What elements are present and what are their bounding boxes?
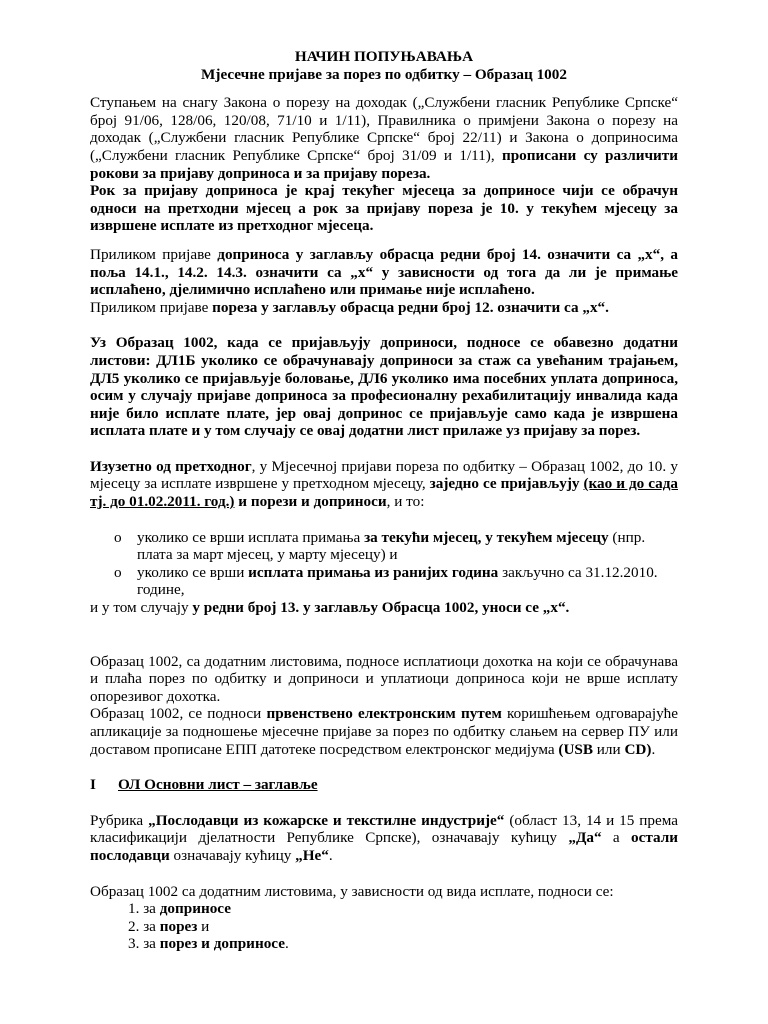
other-employers-bold: остали послодавци [90, 829, 678, 864]
exception-text: , у Мјесечној пријави пореза по одбитку – Образац 1002, до 10. у мјесецу за исплате извршене у претходном мјесецу, [90, 457, 679, 493]
paragraph-exception-tail [90, 599, 678, 617]
item-prefix: 1. за [128, 900, 160, 918]
no-bold: „Не“ [295, 846, 329, 864]
paragraph-intro [90, 94, 678, 182]
cd-bold: CD) [624, 740, 652, 758]
or-text: или [593, 740, 625, 758]
item-suffix: . [284, 935, 289, 953]
deadline-bold: Рок за пријаву доприноса је крај текућег мјесеца за доприносе чији се обрачун односи на претходни мјесец а рок за пријаву пореза је 10. у текућем мјесецу за извршене исплате из претходног мјесеца. [90, 182, 678, 235]
usb-bold: (USB [558, 740, 593, 758]
paragraph-deadlines [90, 182, 678, 235]
document-title [90, 48, 678, 83]
paragraph-additional-sheets [90, 334, 678, 440]
exception-bold: Изузетно од претходног [90, 457, 252, 475]
submission-text: Образац 1002 са додатним листовима, у зависности од вида исплате, подноси се: [90, 882, 614, 900]
list-item [128, 900, 678, 918]
exception-text-2: , и то: [386, 493, 425, 511]
sheets-bold: Уз Образац 1002, када се пријављују доприноси, подносе се обавезно додатни листови: ДЛ1Б уколико се обрачунавају доприноси за стаж са увећаним трајањем, ДЛ5 уколико се пријављује боловање, ДЛ6 уколико има посебних уплата доприноса, осим у случају пријаве доприноса за професионалну рехабилитацију инвалида када није било исплате плате, јер овај допринос се пријављује само када је извршена исплата плате и у том случају се овај додатни лист прилаже уз пријаву за порез. [90, 334, 678, 440]
section-number: I [90, 776, 96, 794]
exception-bullet-list [90, 529, 678, 599]
bullet-bold: за текући мјесец, у текућем мјесецу [364, 528, 609, 546]
bullet-text: уколико се врши [137, 563, 249, 581]
electronic-bold: првенствено електронским путем [266, 705, 502, 723]
contrib-text: Приликом пријаве [90, 245, 218, 263]
item-prefix: 2. за [128, 917, 160, 935]
bullet-marker: o [114, 563, 122, 581]
list-item [128, 918, 678, 936]
list-item [114, 528, 678, 564]
electronic-text-2: коришћењем одговарајуће апликације за подношење мјесечне пријаве за порез по одбитку слањем на сервер ПУ или доставом прописане ЕПП датотеке посредством електронског медијума [90, 705, 679, 758]
paragraph-submitters [90, 653, 678, 706]
list-item [128, 935, 678, 953]
item-bold: порез [159, 917, 198, 935]
yes-bold: „Да“ [568, 829, 602, 847]
period-text: . [651, 740, 656, 758]
employers-text: Рубрика [90, 811, 149, 829]
employers-text-4: означавају кућицу [169, 846, 296, 864]
contrib-bold: доприноса у заглављу обрасца редни број 14. означити са „х“, а поља 14.1., 14.2. 14.3. означити са „х“ у зависности од тога да ли је примање исплаћено, дјелимично исплаћено или примање није исплаћено. [90, 245, 678, 299]
document-page [90, 48, 678, 953]
employers-text-5: . [328, 846, 333, 864]
item-prefix: 3. за [128, 935, 160, 953]
title-line-2: Мјесечне пријаве за порез по одбитку – Образац 1002 [201, 65, 567, 83]
tax-bold: пореза у заглављу обрасца редни број 12. означити са „х“. [212, 298, 609, 316]
paragraph-submission-types [90, 883, 678, 901]
paragraph-tax-header [90, 299, 678, 317]
list-item [114, 563, 678, 599]
employers-text-3: а [601, 829, 632, 847]
submitters-text: Образац 1002, са додатним листовима, подносе исплатиоци дохотка на који се обрачунава и плаћа порез по одбитку и доприноси и уплатиоци доприноса који не врше исплату опорезивог дохотка. [90, 652, 678, 705]
paragraph-electronic [90, 705, 678, 758]
title-line-1: НАЧИН ПОПУЊАВАЊА [294, 48, 474, 65]
bullet-text-2: закључно са 31.12.2010. године, [137, 563, 658, 599]
bullet-text-2: (нпр. плата за март мјесец, у марту мјесецу) и [137, 528, 646, 564]
tax-text: Приликом пријаве [90, 298, 213, 316]
electronic-text: Образац 1002, се подноси [90, 705, 267, 723]
bullet-text: уколико се врши исплата примања [137, 528, 365, 546]
submission-list [90, 900, 678, 953]
intro-text: Ступањем на снагу Закона о порезу на доходак („Службени гласник Републике Српске“ број 91/06, 128/06, 120/08, 71/10 и 1/11), Правилника о примјени Закона о порезу на доходак („Службени гласник Републике Српске“ број 22/11) и Закона о доприносима („Службени гласник Републике Српске“ број 31/09 и 1/11), [90, 94, 678, 164]
bullet-marker: o [114, 528, 122, 546]
section-title: ОЛ Основни лист – заглавље [118, 776, 318, 794]
section-heading [90, 776, 678, 794]
item-bold: порез и доприносе [159, 935, 285, 953]
item-bold: доприносе [159, 900, 231, 918]
employers-text-2: (област 13, 14 и 15 према класификацији дјелатности Републике Српске), означавају кућицу [90, 811, 679, 847]
employers-bold: „Послодавци из кожарске и текстилне индустрије“ [148, 811, 505, 829]
paragraph-employers [90, 812, 678, 865]
paragraph-contributions-header [90, 246, 678, 299]
intro-bold-1: прописани су различити рокови за пријаву доприноса и за пријаву пореза. [90, 146, 678, 182]
exception-bold-2: заједно се пријављују [429, 475, 580, 493]
paragraph-exception [90, 458, 678, 511]
tail-bold: у редни број 13. у заглављу Обрасца 1002, уноси се „х“. [192, 599, 570, 617]
tail-text: и у том случају [90, 599, 193, 617]
exception-bold-3: и порези и доприноси [234, 493, 387, 511]
exception-underlined: (као и до сада тј. до 01.02.2011. год.) [90, 475, 679, 511]
item-suffix: и [197, 917, 210, 935]
bullet-bold: исплата примања из ранијих година [248, 563, 499, 581]
